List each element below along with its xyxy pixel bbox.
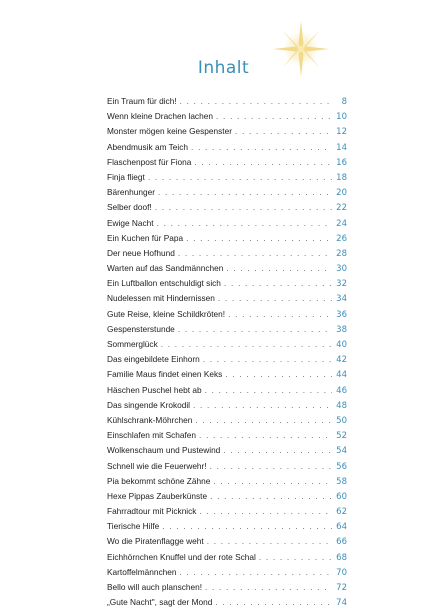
toc-entry-title: Bello will auch planschen! <box>107 582 203 592</box>
toc-entry <box>107 519 347 534</box>
toc-page-number: 56 <box>336 461 347 472</box>
dot-leader <box>225 367 332 382</box>
toc-entry-title: Warten auf das Sandmännchen <box>107 263 224 274</box>
toc-entry-title: Ein Kuchen für Papa <box>107 232 184 243</box>
toc-entry-title: Kühlschrank-Möhrchen <box>107 414 193 425</box>
toc-page-number: 58 <box>336 476 347 487</box>
toc-entry <box>107 276 347 291</box>
dot-leader <box>161 337 332 352</box>
toc-entry <box>107 185 347 200</box>
dot-leader <box>155 200 332 215</box>
toc-page-number: 54 <box>336 446 347 457</box>
toc-page-number: 46 <box>336 385 347 396</box>
toc-page-number: 10 <box>336 112 347 123</box>
toc-entry-title: Wo die Piratenflagge weht <box>107 536 204 547</box>
dot-leader <box>218 291 332 306</box>
toc-entry <box>107 352 347 367</box>
toc-entry <box>107 565 347 580</box>
toc-entry-title: Ewige Nacht <box>107 217 154 228</box>
toc-entry-title: Bärenhunger <box>107 187 155 198</box>
toc-entry <box>107 231 347 246</box>
toc-page-number: 68 <box>336 552 347 563</box>
toc-entry-title: Selber doof! <box>107 202 152 213</box>
toc-entry-title: Finja fliegt <box>107 171 145 182</box>
toc-page-number: 48 <box>336 400 347 411</box>
toc-entry-title: Tierische Hilfe <box>107 521 160 532</box>
toc-page-number: 44 <box>336 370 347 381</box>
toc-page-number: 8 <box>341 97 347 107</box>
dot-leader <box>186 231 332 246</box>
toc-entry-title: Familie Maus findet einen Keks <box>107 369 223 380</box>
toc-entry <box>107 534 347 549</box>
toc-page-number: 62 <box>336 507 347 518</box>
toc-page-number: 50 <box>336 415 347 426</box>
toc-entry-title: Gute Reise, kleine Schildkröten! <box>107 308 226 319</box>
toc-entry-title: Eichhörnchen Knuffel und der rote Schal <box>107 551 256 562</box>
toc-page-number: 34 <box>336 294 347 305</box>
toc-entry <box>107 367 347 382</box>
toc-entry-title: Fahrradtour mit Picknick <box>107 506 197 517</box>
toc-entry <box>107 200 347 215</box>
toc-entry <box>107 109 347 124</box>
toc-page-number: 16 <box>336 157 347 168</box>
toc-entry-title: „Gute Nacht", sagt der Mond <box>107 597 213 608</box>
toc-entry <box>107 322 347 337</box>
toc-entry-title: Schnell wie die Feuerwehr! <box>107 460 207 471</box>
dot-leader <box>223 443 332 458</box>
toc-page-number: 28 <box>336 248 347 259</box>
toc-entry <box>107 413 347 428</box>
toc-entry-title: Pia bekommt schöne Zähne <box>107 475 211 486</box>
dot-leader <box>148 170 332 185</box>
dot-leader <box>180 94 333 109</box>
toc-page-number: 66 <box>336 537 347 548</box>
toc-entry <box>107 504 347 519</box>
dot-leader <box>180 565 333 580</box>
dot-leader <box>216 109 332 124</box>
toc-entry <box>107 474 347 489</box>
toc-entry-title: Nudelessen mit Hindernissen <box>107 293 215 304</box>
toc-entry-title: Abendmusik am Teich <box>107 141 189 152</box>
toc-entry <box>107 550 347 565</box>
toc-entry <box>107 398 347 413</box>
toc-entry <box>107 428 347 443</box>
toc-entry <box>107 595 347 610</box>
toc-entry <box>107 124 347 139</box>
toc-entry-title: Häschen Puschel hebt ab <box>107 384 202 395</box>
toc-page-number: 30 <box>336 264 347 275</box>
toc-entry <box>107 580 347 595</box>
toc-page-number: 36 <box>336 309 347 320</box>
toc-entry <box>107 155 347 170</box>
dot-leader <box>178 322 332 337</box>
dot-leader <box>259 550 332 565</box>
dot-leader <box>210 489 332 504</box>
toc-page-number: 32 <box>336 279 347 290</box>
toc-page-number: 18 <box>336 172 347 183</box>
toc-entry-title: Das eingebildete Einhorn <box>107 354 200 365</box>
toc-entry <box>107 261 347 276</box>
dot-leader <box>215 595 332 610</box>
dot-leader <box>157 216 333 231</box>
toc-entry <box>107 170 347 185</box>
toc-page-number: 72 <box>336 583 347 593</box>
toc-entry <box>107 307 347 322</box>
toc-entry <box>107 94 347 109</box>
dot-leader <box>194 155 332 170</box>
toc-entry-title: Ein Luftballon entschuldigt sich <box>107 278 221 289</box>
dot-leader <box>199 428 332 443</box>
toc-entry-title: Sommerglück <box>107 339 158 349</box>
toc-entry-title: Ein Traum für dich! <box>107 96 177 106</box>
dot-leader <box>205 383 333 398</box>
toc-entry <box>107 216 347 231</box>
dot-leader <box>228 307 332 322</box>
page-title: Inhalt <box>197 58 250 78</box>
toc-entry-title: Gespensterstunde <box>107 323 175 334</box>
dot-leader <box>213 474 332 489</box>
toc-entry-title: Monster mögen keine Gespenster <box>107 126 232 137</box>
dot-leader <box>195 413 332 428</box>
dot-leader <box>205 580 332 595</box>
dot-leader <box>178 246 332 261</box>
dot-leader <box>224 276 332 291</box>
toc-entry-title: Das singende Krokodil <box>107 399 191 410</box>
toc-entry <box>107 140 347 155</box>
toc-entry <box>107 443 347 458</box>
toc-entry-title: Flaschenpost für Fiona <box>107 156 192 167</box>
toc-entry-title: Der neue Hofhund <box>107 247 175 258</box>
toc-entry-title: Hexe Pippas Zauberkünste <box>107 490 208 501</box>
toc-entry <box>107 489 347 504</box>
toc-page-number: 70 <box>336 567 347 578</box>
toc-entry <box>107 246 347 261</box>
toc-entry <box>107 383 347 398</box>
dot-leader <box>191 140 332 155</box>
dot-leader <box>193 398 332 413</box>
dot-leader <box>199 504 332 519</box>
toc-entry-title: Wenn kleine Drachen lachen <box>107 111 213 122</box>
toc-page-number: 26 <box>336 233 347 244</box>
dot-leader <box>162 519 332 534</box>
dot-leader <box>203 352 332 367</box>
table-of-contents <box>107 94 347 610</box>
dot-leader <box>158 185 332 200</box>
toc-page-number: 38 <box>336 324 347 335</box>
toc-entry <box>107 459 347 474</box>
toc-page-number: 64 <box>336 522 347 533</box>
toc-entry <box>107 337 347 352</box>
toc-page-number: 74 <box>336 598 347 609</box>
toc-page-number: 20 <box>336 188 347 199</box>
dot-leader <box>207 534 332 549</box>
toc-page-number: 14 <box>336 142 347 153</box>
dot-leader <box>226 261 332 276</box>
toc-page-number: 22 <box>336 203 347 214</box>
toc-entry-title: Einschlafen mit Schafen <box>107 430 197 441</box>
toc-page-number: 12 <box>336 127 347 138</box>
dot-leader <box>235 124 332 139</box>
toc-entry-title: Kartoffelmännchen <box>107 566 177 577</box>
toc-page-number: 24 <box>336 218 347 229</box>
toc-entry-title: Wolkenschaum und Pustewind <box>107 445 221 456</box>
toc-page-number: 52 <box>336 431 347 442</box>
toc-entry <box>107 291 347 306</box>
toc-page-number: 40 <box>336 340 347 350</box>
dot-leader <box>210 459 333 474</box>
toc-page-number: 60 <box>336 491 347 502</box>
toc-page-number: 42 <box>336 355 347 366</box>
